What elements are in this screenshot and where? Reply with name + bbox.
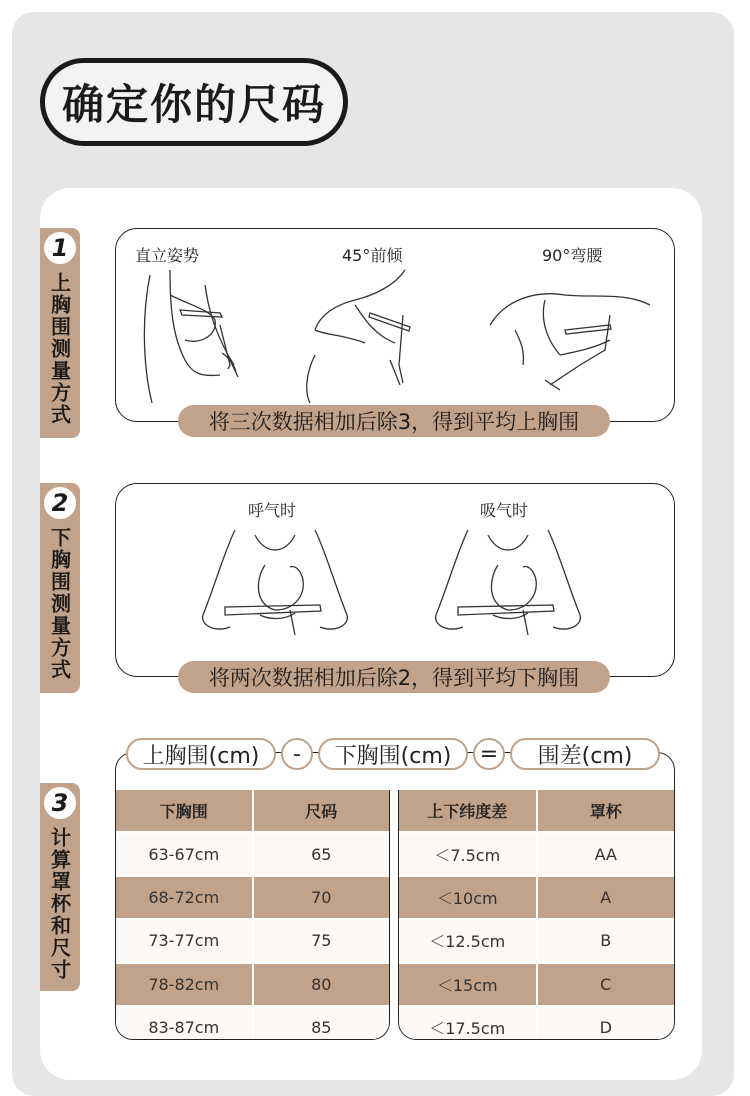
section-1-caption: 将三次数据相加后除3，得到平均上胸围 <box>178 405 610 437</box>
table-row <box>116 918 389 961</box>
section-2-tab-label: 下胸围测量方式 <box>47 527 72 681</box>
section-3-tab-label: 计算罩杯和尺寸 <box>47 827 72 981</box>
table-row <box>399 962 674 1005</box>
table-cell: 65 <box>252 833 390 874</box>
table-cell: ＜15cm <box>399 964 536 1005</box>
table-cell: 75 <box>252 920 390 961</box>
table-cell: C <box>536 964 675 1005</box>
section-3-number: 3 <box>42 785 78 821</box>
table-cell: D <box>536 1007 675 1040</box>
table-row <box>116 1005 389 1040</box>
table-header-row <box>399 790 674 831</box>
table-cell: A <box>536 877 675 918</box>
section-1-tab <box>40 228 80 438</box>
table-row <box>399 875 674 918</box>
title-badge <box>40 58 348 146</box>
table-cell: AA <box>536 833 675 874</box>
formula-upper-bust: 上胸围(cm) <box>126 738 276 770</box>
cup-size-table <box>398 790 675 1040</box>
band-size-table <box>115 790 390 1040</box>
table-row <box>116 875 389 918</box>
bend-90-figure-illustration <box>485 270 655 400</box>
section-1-tab-label: 上胸围测量方式 <box>47 272 72 426</box>
formula-equals: = <box>473 738 505 770</box>
column-header: 上下纬度差 <box>399 790 536 831</box>
column-header: 罩杯 <box>536 790 675 831</box>
table-cell: ＜10cm <box>399 877 536 918</box>
pose-exhale-label: 呼气时 <box>248 501 297 520</box>
pose-lean45-label: 45°前倾 <box>342 246 403 265</box>
pose-bend90-label: 90°弯腰 <box>542 246 603 265</box>
table-cell: 85 <box>252 1007 390 1040</box>
table-cell: ＜7.5cm <box>399 833 536 874</box>
section-2-number: 2 <box>42 485 78 521</box>
table-row <box>116 962 389 1005</box>
table-header-row <box>116 790 389 831</box>
pose-inhale-label: 吸气时 <box>480 501 529 520</box>
table-cell: 63-67cm <box>116 833 252 874</box>
table-cell: 70 <box>252 877 390 918</box>
lean-45-figure-illustration <box>295 265 425 405</box>
table-row <box>399 918 674 961</box>
table-row <box>399 1005 674 1040</box>
table-row <box>399 831 674 874</box>
exhale-figure-illustration <box>195 525 355 645</box>
standing-figure-illustration <box>130 265 260 405</box>
table-cell: B <box>536 920 675 961</box>
table-cell: 78-82cm <box>116 964 252 1005</box>
page-title: 确定你的尺码 <box>61 80 326 129</box>
table-cell: 83-87cm <box>116 1007 252 1040</box>
formula-difference: 围差(cm) <box>510 738 660 770</box>
table-cell: ＜17.5cm <box>399 1007 536 1040</box>
table-cell: ＜12.5cm <box>399 920 536 961</box>
formula-minus: - <box>281 738 313 770</box>
section-2-tab <box>40 483 80 693</box>
inhale-figure-illustration <box>428 525 588 645</box>
table-cell: 80 <box>252 964 390 1005</box>
column-header: 下胸围 <box>116 790 252 831</box>
section-3-tab <box>40 783 80 991</box>
section-1-number: 1 <box>42 230 78 266</box>
pose-standing-label: 直立姿势 <box>135 246 200 265</box>
table-row <box>116 831 389 874</box>
section-2-caption: 将两次数据相加后除2，得到平均下胸围 <box>178 661 610 693</box>
table-cell: 68-72cm <box>116 877 252 918</box>
table-cell: 73-77cm <box>116 920 252 961</box>
column-header: 尺码 <box>252 790 390 831</box>
formula-lower-bust: 下胸围(cm) <box>318 738 468 770</box>
